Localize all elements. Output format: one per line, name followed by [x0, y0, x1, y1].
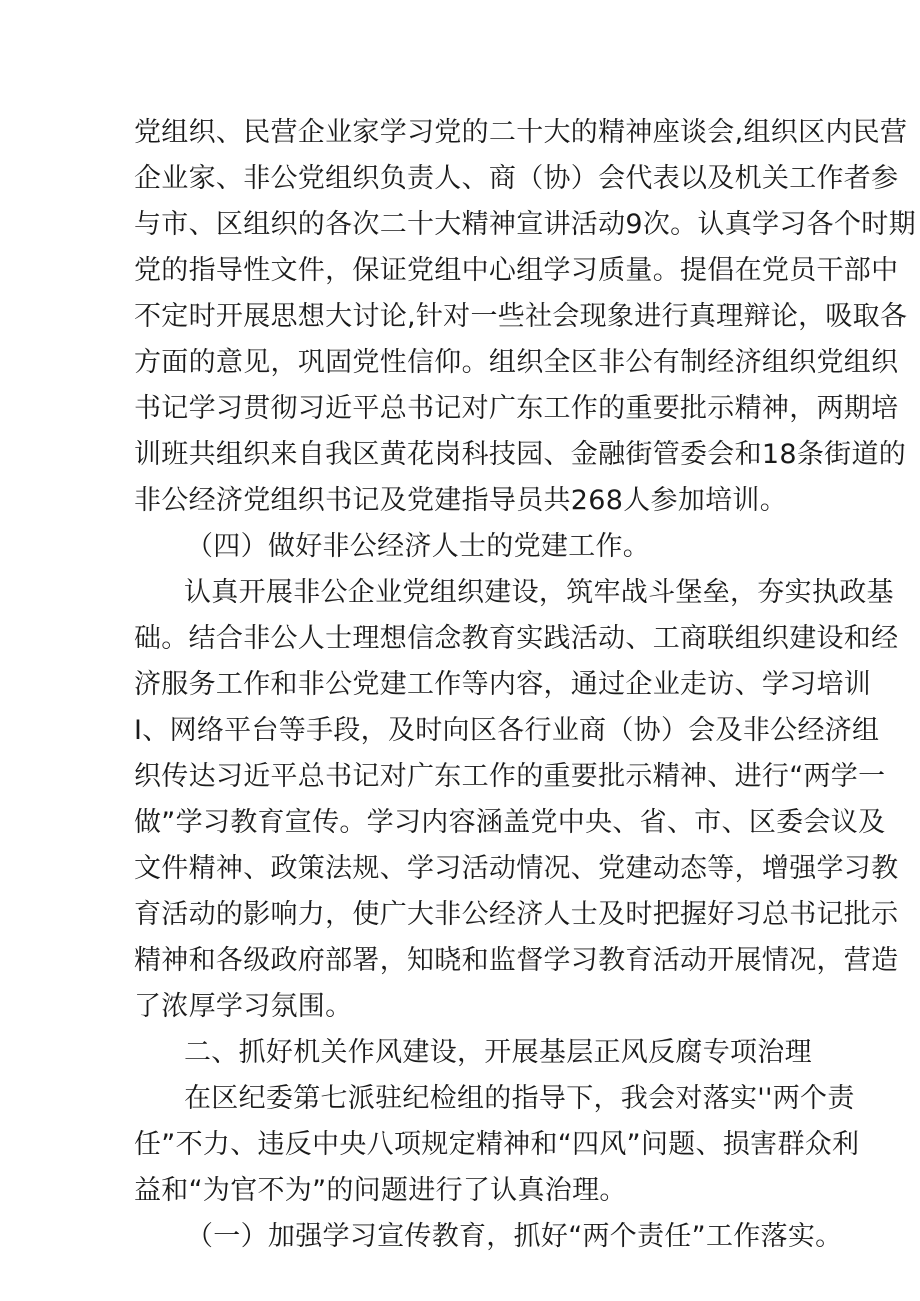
body-text-line: 非公经济党组织书记及党建指导员共268人参加培训。: [134, 485, 788, 516]
paragraph-first-line: 认真开展非公企业党组织建设，筑牢战斗堡垒，夯实执政基: [184, 577, 894, 608]
body-text-line: I、网络平台等手段，及时向区各行业商（协）会及非公经济组: [134, 715, 880, 746]
body-text-line: 织传达习近平总书记对广东工作的重要批示精神、进行“两学一: [134, 761, 886, 792]
body-text-line: 益和“为官不为”的问题进行了认真治理。: [134, 1175, 627, 1206]
body-text-line: 党组织、民营企业家学习党的二十大的精神座谈会,组织区内民营: [134, 117, 908, 148]
body-text-line: 不定时开展思想大讨论,针对一些社会现象进行真理辩论，吸取各: [134, 301, 908, 332]
body-text-line: 础。结合非公人士理想信念教育实践活动、工商联组织建设和经: [134, 623, 899, 654]
body-text-line: 育活动的影响力，使广大非公经济人士及时把握好习总书记批示: [134, 899, 899, 930]
body-text-line: 书记学习贯彻习近平总书记对广东工作的重要批示精神，两期培: [134, 393, 899, 424]
body-text-line: 企业家、非公党组织负责人、商（协）会代表以及机关工作者参: [134, 163, 899, 194]
body-text-line: 党的指导性文件，保证党组中心组学习质量。提倡在党员干部中: [134, 255, 899, 286]
body-text-line: 方面的意见，巩固党性信仰。组织全区非公有制经济组织党组织: [134, 347, 899, 378]
paragraph-first-line: 在区纪委第七派驻纪检组的指导下，我会对落实''两个责: [184, 1083, 855, 1114]
body-text-line: 了浓厚学习氛围。: [134, 991, 353, 1022]
body-text-line: 精神和各级政府部署，知晓和监督学习教育活动开展情况，营造: [134, 945, 899, 976]
body-text-line: 文件精神、政策法规、学习活动情况、党建动态等，增强学习教: [134, 853, 899, 884]
body-text-line: 做”学习教育宣传。学习内容涵盖党中央、省、市、区委会议及: [134, 807, 886, 838]
section-heading: 二、抓好机关作风建设，开展基层正风反腐专项治理: [184, 1037, 812, 1068]
body-text-line: 任”不力、违反中央八项规定精神和“四风”问题、损害群众利: [134, 1129, 860, 1160]
body-text-line: 训班共组织来自我区黄花岗科技园、金融街管委会和18条街道的: [134, 439, 907, 470]
section-heading: （四）做好非公经济人士的党建工作。: [186, 531, 651, 562]
body-text-line: 与市、区组织的各次二十大精神宣讲活动9次。认真学习各个时期: [134, 209, 916, 240]
body-text-line: 济服务工作和非公党建工作等内容，通过企业走访、学习培训: [134, 669, 872, 700]
subsection-heading: （一）加强学习宣传教育，抓好“两个责任”工作落实。: [186, 1221, 843, 1252]
